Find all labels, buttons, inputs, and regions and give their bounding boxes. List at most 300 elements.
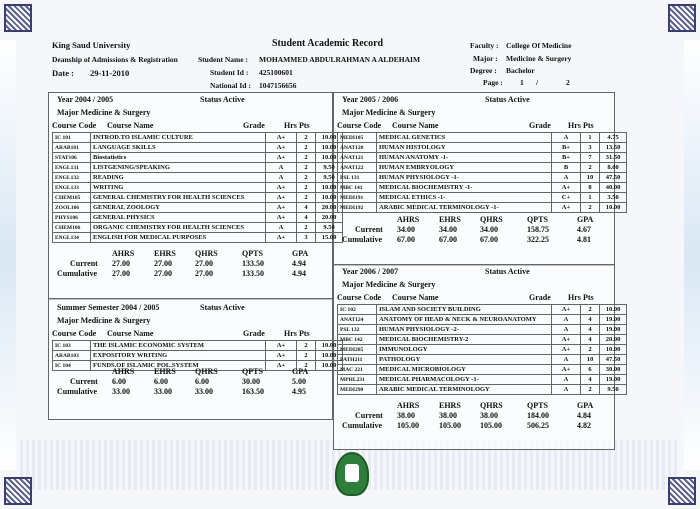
course-name: HUMAN PHYSIOLOGY -2- [377, 325, 552, 335]
grade: A [552, 173, 581, 183]
y2004-tot-header-ahrs: AHRS [112, 249, 135, 258]
summer2004-status: Status Active [200, 303, 245, 312]
university-name: King Saud University [52, 40, 131, 50]
grade: A+ [552, 335, 581, 345]
y2006-col-code: Course Code [337, 293, 382, 302]
course-code: MEDI192 [338, 203, 377, 213]
grade: A+ [266, 361, 297, 371]
table-row [53, 341, 343, 351]
y2006-cumulative-qpts: 506.25 [527, 421, 549, 430]
y2006-col-grade: Grade [529, 293, 551, 302]
y2006-col-name: Course Name [392, 293, 439, 302]
summer2004-current-gpa: 5.00 [292, 377, 306, 386]
table-row [338, 325, 627, 335]
course-name: FUNDS.OF ISLAMIC POL.SYSTEM [91, 361, 266, 371]
y2004-current-label: Current [70, 259, 98, 268]
points: 10.00 [600, 203, 627, 213]
y2006-current-gpa: 4.84 [577, 411, 591, 420]
hours: 2 [297, 341, 316, 351]
points: 31.50 [600, 153, 627, 163]
hours: 3 [297, 233, 316, 243]
y2004-col-pts: Pts [299, 121, 310, 130]
course-code: IC 103 [53, 341, 91, 351]
y2006-col-pts: Pts [583, 293, 594, 302]
course-name: ENGLISH FOR MEDICAL PURPOSES [91, 233, 266, 243]
right-border-ornament [684, 40, 700, 470]
course-code: MBC 142 [338, 335, 377, 345]
grade: A+ [266, 341, 297, 351]
grade: A [552, 375, 581, 385]
student-id: 425100601 [259, 68, 293, 77]
table-row [53, 193, 343, 203]
summer2004-cumulative-qhrs: 33.00 [195, 387, 213, 396]
table-row [53, 213, 343, 223]
y2004-cumulative-gpa: 4.94 [292, 269, 306, 278]
summer2004-current-qhrs: 6.00 [195, 377, 209, 386]
y2006-title: Year 2006 / 2007 [342, 267, 399, 276]
y2005-cumulative-gpa: 4.81 [577, 235, 591, 244]
course-name: IMMUNOLOGY [377, 345, 552, 355]
summer2004-cumulative-qpts: 163.50 [242, 387, 264, 396]
student-id-label: Student Id : [210, 68, 249, 77]
course-code: MEDI290 [338, 385, 377, 395]
faculty: College Of Medicine [506, 41, 572, 50]
summer2004-tot-header-gpa: GPA [292, 367, 309, 376]
course-code: STAT106 [53, 153, 91, 163]
grade: A [552, 385, 581, 395]
course-name: MEDICAL ETHICS -1- [377, 193, 552, 203]
hours: 2 [297, 163, 316, 173]
y2006-cumulative-qhrs: 105.00 [480, 421, 502, 430]
table-row [338, 375, 627, 385]
table-row [53, 351, 343, 361]
hours: 2 [581, 203, 600, 213]
summer2004-col-code: Course Code [52, 329, 97, 338]
y2004-current-ehrs: 27.00 [154, 259, 172, 268]
course-code: ANAT124 [338, 315, 377, 325]
date-label: Date : [52, 68, 74, 78]
hours: 2 [581, 385, 600, 395]
hours: 4 [297, 203, 316, 213]
y2006-cumulative-ehrs: 105.00 [439, 421, 461, 430]
course-name: MEDICAL BIOCHEMISTRY-2 [377, 335, 552, 345]
grade: C+ [552, 193, 581, 203]
grade: A [266, 163, 297, 173]
course-code: PHYS106 [53, 213, 91, 223]
course-name: ISLAM AND SOCIETY BUILDING [377, 305, 552, 315]
y2005-col-grade: Grade [529, 121, 551, 130]
course-name: EXPOSITORY WRITING [91, 351, 266, 361]
course-code: ENGL134 [53, 233, 91, 243]
course-code: MBC 141 [338, 183, 377, 193]
y2004-title: Year 2004 / 2005 [57, 95, 114, 104]
y2004-col-grade: Grade [243, 121, 265, 130]
y2005-current-ahrs: 34.00 [397, 225, 415, 234]
page-separator: / [536, 78, 539, 87]
course-name: LANGUAGE SKILLS [91, 143, 266, 153]
table-row [338, 315, 627, 325]
grade: A+ [266, 233, 297, 243]
y2005-tot-header-ahrs: AHRS [397, 215, 420, 224]
table-row [338, 335, 627, 345]
hours: 2 [297, 173, 316, 183]
course-name: MEDICAL BIOCHEMISTRY -1- [377, 183, 552, 193]
course-code: ARAB103 [53, 351, 91, 361]
y2004-tot-header-gpa: GPA [292, 249, 309, 258]
course-code: MEDI105 [338, 133, 377, 143]
points: 9.50 [600, 385, 627, 395]
table-row [338, 193, 627, 203]
points: 10.00 [316, 143, 343, 153]
y2004-tot-header-ehrs: EHRS [154, 249, 176, 258]
y2006-status: Status Active [485, 267, 530, 276]
grade: A+ [266, 351, 297, 361]
major-label: Major : [473, 54, 498, 63]
course-code: CHEM105 [53, 193, 91, 203]
student-name-label: Student Name : [198, 55, 248, 64]
summer2004-col-grade: Grade [243, 329, 265, 338]
table-row [338, 153, 627, 163]
course-code: ENGL133 [53, 183, 91, 193]
table-row [338, 143, 627, 153]
points: 10.00 [316, 341, 343, 351]
hours: 4 [581, 325, 600, 335]
y2005-cumulative-ahrs: 67.00 [397, 235, 415, 244]
corner-ornament-bottom-left [4, 477, 32, 505]
hours: 2 [297, 361, 316, 371]
summer2004-current-ahrs: 6.00 [112, 377, 126, 386]
course-name: ORGANIC CHEMISTRY FOR HEALTH SCIENCES [91, 223, 266, 233]
table-row [53, 173, 343, 183]
y2005-col-pts: Pts [583, 121, 594, 130]
y2005-col-name: Course Name [392, 121, 439, 130]
y2005-current-gpa: 4.67 [577, 225, 591, 234]
university-logo [335, 452, 369, 496]
hours: 4 [581, 335, 600, 345]
hours: 2 [297, 223, 316, 233]
faculty-label: Faculty : [470, 41, 499, 50]
y2006-current-label: Current [355, 411, 383, 420]
grade: A+ [552, 305, 581, 315]
points: 47.50 [600, 355, 627, 365]
course-code: ANAT122 [338, 163, 377, 173]
summer2004-tot-header-qhrs: QHRS [195, 367, 218, 376]
table-row [338, 355, 627, 365]
course-name: THE ISLAMIC ECONOMIC SYSTEM [91, 341, 266, 351]
hours: 6 [581, 365, 600, 375]
y2004-status: Status Active [200, 95, 245, 104]
y2006-current-ehrs: 38.00 [439, 411, 457, 420]
summer2004-col-pts: Pts [299, 329, 310, 338]
page-number: 1 [520, 78, 524, 87]
table-row [53, 233, 343, 243]
course-name: MEDICAL MICROBIOLOGY [377, 365, 552, 375]
y2006-tot-header-ehrs: EHRS [439, 401, 461, 410]
table-row [338, 163, 627, 173]
points: 30.00 [600, 365, 627, 375]
table-row [53, 143, 343, 153]
y2006-current-qhrs: 38.00 [480, 411, 498, 420]
points: 10.00 [316, 193, 343, 203]
grade: A+ [266, 213, 297, 223]
course-code: PSL 131 [338, 173, 377, 183]
points: 9.50 [316, 223, 343, 233]
y2004-current-qhrs: 27.00 [195, 259, 213, 268]
y2004-current-qpts: 133.50 [242, 259, 264, 268]
summer2004-tot-header-qpts: QPTS [242, 367, 263, 376]
summer2004-cumulative-label: Cumulative [57, 387, 97, 396]
hours: 4 [297, 213, 316, 223]
y2006-cumulative-label: Cumulative [342, 421, 382, 430]
y2006-current-qpts: 184.00 [527, 411, 549, 420]
y2006-tot-header-gpa: GPA [577, 401, 594, 410]
summer2004-tot-header-ehrs: EHRS [154, 367, 176, 376]
hours: 2 [297, 193, 316, 203]
hours: 3 [581, 143, 600, 153]
hours: 4 [581, 375, 600, 385]
points: 47.50 [600, 173, 627, 183]
course-name: WRITING [91, 183, 266, 193]
course-name: GENERAL ZOOLOGY [91, 203, 266, 213]
points: 13.50 [600, 143, 627, 153]
summer2004-cumulative-ehrs: 33.00 [154, 387, 172, 396]
left-border-ornament [0, 40, 16, 470]
course-name: PATHOLOGY [377, 355, 552, 365]
hours: 1 [581, 133, 600, 143]
course-name: MEDICAL PHARMACOLOGY -1- [377, 375, 552, 385]
grade: A+ [266, 193, 297, 203]
y2005-current-ehrs: 34.00 [439, 225, 457, 234]
grade: A+ [266, 203, 297, 213]
table-row [338, 133, 627, 143]
y2004-cumulative-qhrs: 27.00 [195, 269, 213, 278]
course-code: ENGL132 [53, 173, 91, 183]
table-row [338, 183, 627, 193]
y2006-current-ahrs: 38.00 [397, 411, 415, 420]
hours: 8 [581, 183, 600, 193]
y2006-tot-header-ahrs: AHRS [397, 401, 420, 410]
y2006-courses-table [337, 304, 627, 395]
points: 20.00 [316, 203, 343, 213]
y2005-current-qhrs: 34.00 [480, 225, 498, 234]
y2005-status: Status Active [485, 95, 530, 104]
deanship-name: Deanship of Admissions & Registration [52, 55, 178, 64]
points: 10.00 [316, 361, 343, 371]
grade: B+ [552, 153, 581, 163]
points: 15.00 [316, 233, 343, 243]
hours: 2 [581, 345, 600, 355]
print-date: 29-11-2010 [90, 68, 130, 78]
y2004-courses-table [52, 132, 343, 243]
corner-ornament-bottom-right [668, 477, 696, 505]
y2004-cumulative-ehrs: 27.00 [154, 269, 172, 278]
points: 10.00 [600, 305, 627, 315]
course-code: MEDI191 [338, 193, 377, 203]
points: 20.00 [600, 335, 627, 345]
points: 9.50 [316, 173, 343, 183]
y2004-current-gpa: 4.94 [292, 259, 306, 268]
course-name: READING [91, 173, 266, 183]
course-code: IC 102 [338, 305, 377, 315]
hours: 2 [297, 153, 316, 163]
summer2004-tot-header-ahrs: AHRS [112, 367, 135, 376]
corner-ornament-top-right [668, 4, 696, 32]
summer2004-cumulative-ahrs: 33.00 [112, 387, 130, 396]
grade: A+ [552, 365, 581, 375]
summer2004-cumulative-gpa: 4.95 [292, 387, 306, 396]
summer2004-current-label: Current [70, 377, 98, 386]
course-code: PSL 132 [338, 325, 377, 335]
points: 8.00 [600, 163, 627, 173]
course-name: LISTGENING/SPEAKING [91, 163, 266, 173]
grade: A [266, 223, 297, 233]
summer2004-col-name: Course Name [107, 329, 154, 338]
hours: 10 [581, 355, 600, 365]
y2005-title: Year 2005 / 2006 [342, 95, 399, 104]
course-code: ZOOL106 [53, 203, 91, 213]
national-id-label: National Id : [210, 81, 251, 90]
course-code: IC 101 [53, 133, 91, 143]
points: 10.00 [316, 183, 343, 193]
course-name: GENERAL CHEMISTRY FOR HEALTH SCIENCES [91, 193, 266, 203]
table-row [53, 133, 343, 143]
document-title: Student Academic Record [272, 38, 384, 49]
y2005-tot-header-ehrs: EHRS [439, 215, 461, 224]
points: 19.00 [600, 315, 627, 325]
course-code: CHEM106 [53, 223, 91, 233]
y2005-current-qpts: 158.75 [527, 225, 549, 234]
hours: 2 [297, 143, 316, 153]
grade: B+ [552, 143, 581, 153]
table-row [338, 173, 627, 183]
grade: A [266, 173, 297, 183]
course-code: MEDI205 [338, 345, 377, 355]
y2005-col-code: Course Code [337, 121, 382, 130]
y2004-cumulative-label: Cumulative [57, 269, 97, 278]
y2004-current-ahrs: 27.00 [112, 259, 130, 268]
national-id: 1047156656 [259, 81, 297, 90]
y2004-tot-header-qhrs: QHRS [195, 249, 218, 258]
table-row [338, 203, 627, 213]
hours: 4 [581, 315, 600, 325]
y2006-tot-header-qhrs: QHRS [480, 401, 503, 410]
y2005-cumulative-label: Cumulative [342, 235, 382, 244]
course-name: INTROD.TO ISLAMIC CULTURE [91, 133, 266, 143]
y2005-tot-header-gpa: GPA [577, 215, 594, 224]
points: 3.50 [600, 193, 627, 203]
hours: 2 [581, 305, 600, 315]
summer2004-current-qpts: 30.00 [242, 377, 260, 386]
grade: A [552, 355, 581, 365]
course-code: ANAT120 [338, 143, 377, 153]
grade: A+ [266, 143, 297, 153]
y2004-col-name: Course Name [107, 121, 154, 130]
hours: 2 [297, 133, 316, 143]
corner-ornament-top-left [4, 4, 32, 32]
y2004-col-code: Course Code [52, 121, 97, 130]
course-name: Biostatistics [91, 153, 266, 163]
hours: 7 [581, 153, 600, 163]
grade: A+ [266, 183, 297, 193]
student-name: MOHAMMED ABDULRAHMAN A ALDEHAIM [259, 55, 421, 64]
course-code: ANAT121 [338, 153, 377, 163]
degree: Bachelor [506, 66, 535, 75]
y2005-major: Major Medicine & Surgery [342, 108, 436, 117]
y2004-major: Major Medicine & Surgery [57, 108, 151, 117]
points: 20.00 [316, 213, 343, 223]
course-code: MAC 221 [338, 365, 377, 375]
y2005-cumulative-ehrs: 67.00 [439, 235, 457, 244]
points: 10.00 [600, 345, 627, 355]
table-row [338, 385, 627, 395]
course-code: MPHL231 [338, 375, 377, 385]
course-name: HUMAN ANATOMY -1- [377, 153, 552, 163]
points: 19.00 [600, 325, 627, 335]
course-code: IC 104 [53, 361, 91, 371]
table-row [53, 223, 343, 233]
points: 40.00 [600, 183, 627, 193]
points: 10.00 [316, 153, 343, 163]
hours: 10 [581, 173, 600, 183]
course-name: ANATOMY OF HEAD & NECK & NEUROANATOMY [377, 315, 552, 325]
page-total: 2 [566, 78, 570, 87]
summer2004-current-ehrs: 6.00 [154, 377, 168, 386]
y2005-cumulative-qpts: 322.25 [527, 235, 549, 244]
y2006-tot-header-qpts: QPTS [527, 401, 548, 410]
grade: B [552, 163, 581, 173]
points: 9.50 [316, 163, 343, 173]
grade: A+ [266, 133, 297, 143]
table-row [338, 305, 627, 315]
course-name: GENERAL PHYSICS [91, 213, 266, 223]
table-row [53, 163, 343, 173]
table-row [338, 345, 627, 355]
y2006-cumulative-ahrs: 105.00 [397, 421, 419, 430]
grade: A [552, 133, 581, 143]
course-name: ARABIC MEDICAL TERMINOLOGY [377, 385, 552, 395]
y2004-cumulative-qpts: 133.50 [242, 269, 264, 278]
summer2004-col-hrs: Hrs [284, 329, 297, 338]
course-name: ARABIC MEDICAL TERMINOLOGY -1- [377, 203, 552, 213]
grade: A+ [552, 345, 581, 355]
y2005-tot-header-qhrs: QHRS [480, 215, 503, 224]
table-row [53, 153, 343, 163]
grade: A+ [266, 153, 297, 163]
page-label: Page : [483, 78, 503, 87]
hours: 1 [581, 193, 600, 203]
summer2004-title: Summer Semester 2004 / 2005 [57, 303, 160, 312]
y2005-cumulative-qhrs: 67.00 [480, 235, 498, 244]
course-code: ENGL131 [53, 163, 91, 173]
hours: 2 [297, 351, 316, 361]
course-name: HUMAN PHYSIOLOGY -1- [377, 173, 552, 183]
hours: 2 [297, 183, 316, 193]
points: 10.00 [316, 351, 343, 361]
grade: A [552, 325, 581, 335]
grade: A [552, 315, 581, 325]
course-name: MEDICAL GENETICS [377, 133, 552, 143]
points: 19.00 [600, 375, 627, 385]
y2006-cumulative-gpa: 4.82 [577, 421, 591, 430]
points: 4.75 [600, 133, 627, 143]
points: 10.00 [316, 133, 343, 143]
course-code: ARAB101 [53, 143, 91, 153]
degree-label: Degree : [470, 66, 497, 75]
y2005-current-label: Current [355, 225, 383, 234]
grade: A+ [552, 183, 581, 193]
table-row [338, 365, 627, 375]
y2006-major: Major Medicine & Surgery [342, 280, 436, 289]
